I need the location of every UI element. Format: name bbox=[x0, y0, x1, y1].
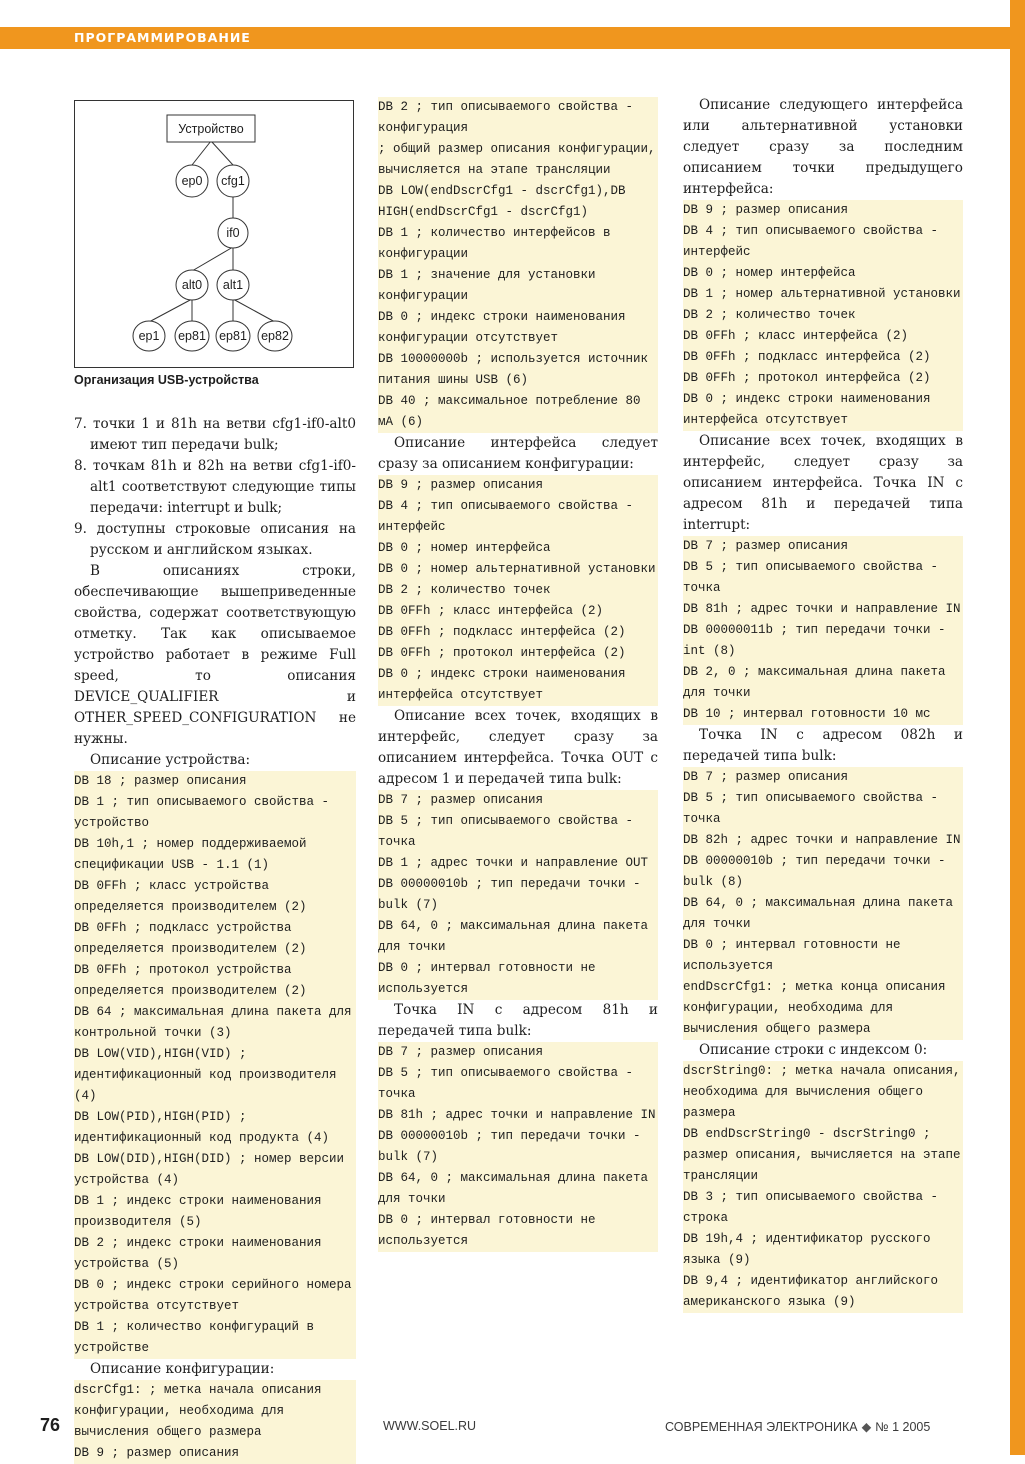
code-line: DB LOW(VID),HIGH(VID) ; идентификационный код производителя (4) bbox=[74, 1047, 345, 1103]
code-line: DB 1 ; тип описываемого свойства - устройство bbox=[74, 795, 337, 830]
code-line: DB LOW(DID),HIGH(DID) ; номер версии устройства (4) bbox=[74, 1152, 352, 1187]
usb-tree-diagram bbox=[75, 101, 353, 367]
code-line: DB 18 ; размер описания bbox=[74, 774, 247, 788]
paragraph: Описание следующего интерфейса или альтернативной установки следует сразу за последним описанием точки предыдущего интерфейса: bbox=[683, 97, 963, 197]
label-alt1: alt1 bbox=[222, 278, 244, 292]
code-line: DB 7 ; размер описания bbox=[683, 770, 849, 784]
section-title: ПРОГРАММИРОВАНИЕ bbox=[74, 30, 251, 45]
label-ep82: ep82 bbox=[261, 329, 289, 343]
code-line: DB 0 ; интервал готовности не используется bbox=[378, 961, 604, 996]
code-line: DB 0FFh ; подкласс интерфейса (2) bbox=[683, 350, 931, 364]
code-block bbox=[378, 790, 658, 1000]
code-line: DB 9 ; размер описания bbox=[74, 1446, 240, 1460]
code-line: DB 1 ; количество конфигураций в устройстве bbox=[74, 1320, 322, 1355]
code-line: endDscrCfg1: ; метка конца описания конфигурации, необходима для вычисления общего размера bbox=[683, 980, 954, 1036]
code-line: DB 2 ; тип описываемого свойства - конфигурация bbox=[378, 100, 641, 135]
code-line: DB 7 ; размер описания bbox=[378, 1045, 544, 1059]
code-line: DB 64, 0 ; максимальная длина пакета для точки bbox=[683, 896, 961, 931]
code-line: DB 00000010b ; тип передачи точки - bulk (8) bbox=[683, 854, 954, 889]
column-3 bbox=[683, 95, 969, 1313]
code-line: DB LOW(endDscrCfg1 - dscrCfg1),DB HIGH(endDscrCfg1 - dscrCfg1) bbox=[378, 184, 634, 219]
paragraph: Описание всех точек, входящих в интерфейс, следует сразу за описанием интерфейса. Точка OUT с адресом 1 и передачей типа bulk: bbox=[378, 708, 658, 787]
list-item: 7. точки 1 и 81h на ветви cfg1-if0-alt0 имеют тип передачи bulk; bbox=[74, 416, 356, 453]
column-2 bbox=[378, 97, 664, 1252]
list-item: 9. доступны строковые описания на русском и английском языках. bbox=[74, 521, 356, 558]
list-item: 8. точкам 81h и 82h на ветви cfg1-if0-alt1 соответствуют следующие типы передачи: interrupt и bulk; bbox=[74, 458, 356, 516]
column-1 bbox=[74, 414, 360, 1464]
code-line: DB 00000010b ; тип передачи точки - bulk (7) bbox=[378, 1129, 649, 1164]
code-line: DB 2 ; индекс строки наименования устройства (5) bbox=[74, 1236, 330, 1271]
code-line: DB 0FFh ; протокол устройства определяется производителем (2) bbox=[74, 963, 307, 998]
label-cfg1: cfg1 bbox=[221, 174, 245, 188]
code-line: DB LOW(PID),HIGH(PID) ; идентификационный код продукта (4) bbox=[74, 1110, 330, 1145]
usb-tree-figure bbox=[74, 100, 354, 368]
code-line: DB 2 ; количество точек bbox=[683, 308, 856, 322]
paragraph: Точка IN с адресом 81h и передачей типа bulk: bbox=[378, 1002, 658, 1039]
code-line: DB 64 ; максимальная длина пакета для контрольной точки (3) bbox=[74, 1005, 360, 1040]
paragraph: Описание строки с индексом 0: bbox=[699, 1042, 928, 1058]
code-line: DB 0 ; интервал готовности не используется bbox=[378, 1213, 604, 1248]
paragraph: Описание всех точек, входящих в интерфейс, следует сразу за описанием интерфейса. Точка IN с адресом 81h и передачей типа interrupt: bbox=[683, 433, 963, 533]
code-line: DB 64, 0 ; максимальная длина пакета для точки bbox=[378, 1171, 656, 1206]
code-line: DB 0 ; индекс строки наименования конфигурации отсутствует bbox=[378, 310, 634, 345]
page-number: 76 bbox=[40, 1415, 61, 1435]
code-line: DB 1 ; количество интерфейсов в конфигурации bbox=[378, 226, 619, 261]
code-line: DB 7 ; размер описания bbox=[683, 539, 849, 553]
magazine-title: СОВРЕМЕННАЯ ЭЛЕКТРОНИКА bbox=[665, 1420, 858, 1434]
footer-website: WWW.SOEL.RU bbox=[383, 1419, 477, 1433]
code-block bbox=[683, 200, 963, 431]
code-line: DB 0 ; интервал готовности не используется bbox=[683, 938, 909, 973]
label-alt0: alt0 bbox=[181, 278, 203, 292]
code-line: DB 64, 0 ; максимальная длина пакета для точки bbox=[378, 919, 656, 954]
label-if0: if0 bbox=[226, 226, 240, 240]
code-line: dscrString0: ; метка начала описания, необходима для вычисления общего размера bbox=[683, 1064, 969, 1120]
label-ep81a: ep81 bbox=[178, 329, 206, 343]
code-line: DB 40 ; максимальное потребление 80 мА (6) bbox=[378, 394, 649, 429]
diamond-icon: ◆ bbox=[861, 1420, 872, 1434]
code-line: DB 00000010b ; тип передачи точки - bulk (7) bbox=[378, 877, 649, 912]
code-line: DB 9 ; размер описания bbox=[378, 478, 544, 492]
code-block bbox=[378, 1042, 658, 1252]
code-block bbox=[378, 475, 658, 706]
code-block bbox=[74, 771, 360, 1359]
code-line: DB 0FFh ; подкласс устройства определяется производителем (2) bbox=[74, 921, 307, 956]
code-line: DB 1 ; номер альтернативной установки bbox=[683, 287, 961, 301]
code-line: DB 0 ; индекс строки наименования интерфейса отсутствует bbox=[683, 392, 939, 427]
code-line: DB 7 ; размер описания bbox=[378, 793, 544, 807]
code-line: DB 1 ; значение для установки конфигурации bbox=[378, 268, 604, 303]
code-line: DB 81h ; адрес точки и направление IN bbox=[378, 1108, 656, 1122]
code-line: DB 5 ; тип описываемого свойства - точка bbox=[378, 1066, 641, 1101]
label-device: Устройство bbox=[178, 122, 244, 136]
paragraph: Описание конфигурации: bbox=[90, 1361, 275, 1377]
code-line: DB 4 ; тип описываемого свойства - интерфейс bbox=[683, 224, 946, 259]
code-line: DB 19h,4 ; идентификатор русского языка (9) bbox=[683, 1232, 939, 1267]
label-ep0: ep0 bbox=[181, 174, 203, 188]
code-line: DB 10 ; интервал готовности 10 мс bbox=[683, 707, 931, 721]
section-header bbox=[0, 27, 1010, 49]
code-block bbox=[683, 536, 963, 725]
code-line: DB 5 ; тип описываемого свойства - точка bbox=[683, 560, 946, 595]
label-ep81b: ep81 bbox=[219, 329, 247, 343]
code-line: DB 0 ; индекс строки наименования интерфейса отсутствует bbox=[378, 667, 634, 702]
code-line: DB 0FFh ; протокол интерфейса (2) bbox=[378, 646, 626, 660]
code-line: DB 1 ; адрес точки и направление OUT bbox=[378, 856, 649, 870]
code-line: ; общий размер описания конфигурации, вычисляется на этапе трансляции bbox=[378, 142, 664, 177]
code-block bbox=[74, 1380, 356, 1464]
footer-magazine bbox=[665, 1419, 930, 1434]
code-line: DB 1 ; индекс строки наименования производителя (5) bbox=[74, 1194, 330, 1229]
label-ep1: ep1 bbox=[138, 329, 160, 343]
paragraph: Описание интерфейса следует сразу за описанием конфигурации: bbox=[378, 435, 658, 472]
code-line: DB 0 ; номер альтернативной установки bbox=[378, 562, 656, 576]
issue-number: № 1 2005 bbox=[875, 1420, 931, 1434]
code-line: dscrCfg1: ; метка начала описания конфигурации, необходима для вычисления общего размера bbox=[74, 1383, 330, 1439]
accent-strip bbox=[1010, 0, 1025, 1455]
paragraph: В описаниях строки, обеспечивающие вышеприведенные свойства, содержат соответствующую отметку. Так как описываемое устройство работает в режиме Full speed, то описания DEVICE_QUALIFIER и OTHER_SPEED_CONFIGURATION не нужны. bbox=[74, 563, 356, 747]
code-line: DB 9 ; размер описания bbox=[683, 203, 849, 217]
code-line: DB 2, 0 ; максимальная длина пакета для точки bbox=[683, 665, 954, 700]
code-line: DB 81h ; адрес точки и направление IN bbox=[683, 602, 961, 616]
code-line: DB 0FFh ; класс интерфейса (2) bbox=[683, 329, 909, 343]
code-line: DB 5 ; тип описываемого свойства - точка bbox=[378, 814, 641, 849]
code-block bbox=[683, 1061, 969, 1313]
code-line: DB 10h,1 ; номер поддерживаемой спецификации USB - 1.1 (1) bbox=[74, 837, 315, 872]
code-line: DB 00000011b ; тип передачи точки - int (8) bbox=[683, 623, 954, 658]
code-block bbox=[378, 97, 664, 433]
paragraph: Точка IN с адресом 082h и передачей типа bulk: bbox=[683, 727, 963, 764]
paragraph: Описание устройства: bbox=[90, 752, 251, 768]
code-line: DB 0FFh ; класс устройства определяется производителем (2) bbox=[74, 879, 307, 914]
code-line: DB 0 ; индекс строки серийного номера устройства отсутствует bbox=[74, 1278, 360, 1313]
code-line: DB endDscrString0 - dscrString0 ; размер описания, вычисляется на этапе трансляции bbox=[683, 1127, 969, 1183]
code-block bbox=[683, 767, 963, 1040]
code-line: DB 0 ; номер интерфейса bbox=[378, 541, 551, 555]
code-line: DB 5 ; тип описываемого свойства - точка bbox=[683, 791, 946, 826]
code-line: DB 3 ; тип описываемого свойства - строка bbox=[683, 1190, 946, 1225]
code-line: DB 0FFh ; подкласс интерфейса (2) bbox=[378, 625, 626, 639]
code-line: DB 0 ; номер интерфейса bbox=[683, 266, 856, 280]
figure-caption: Организация USB-устройства bbox=[74, 373, 259, 387]
code-line: DB 2 ; количество точек bbox=[378, 583, 551, 597]
code-line: DB 82h ; адрес точки и направление IN bbox=[683, 833, 961, 847]
code-line: DB 0FFh ; протокол интерфейса (2) bbox=[683, 371, 931, 385]
code-line: DB 9,4 ; идентификатор английского американского языка (9) bbox=[683, 1274, 946, 1309]
code-line: DB 10000000b ; используется источник питания шины USB (6) bbox=[378, 352, 656, 387]
code-line: DB 4 ; тип описываемого свойства - интерфейс bbox=[378, 499, 641, 534]
code-line: DB 0FFh ; класс интерфейса (2) bbox=[378, 604, 604, 618]
